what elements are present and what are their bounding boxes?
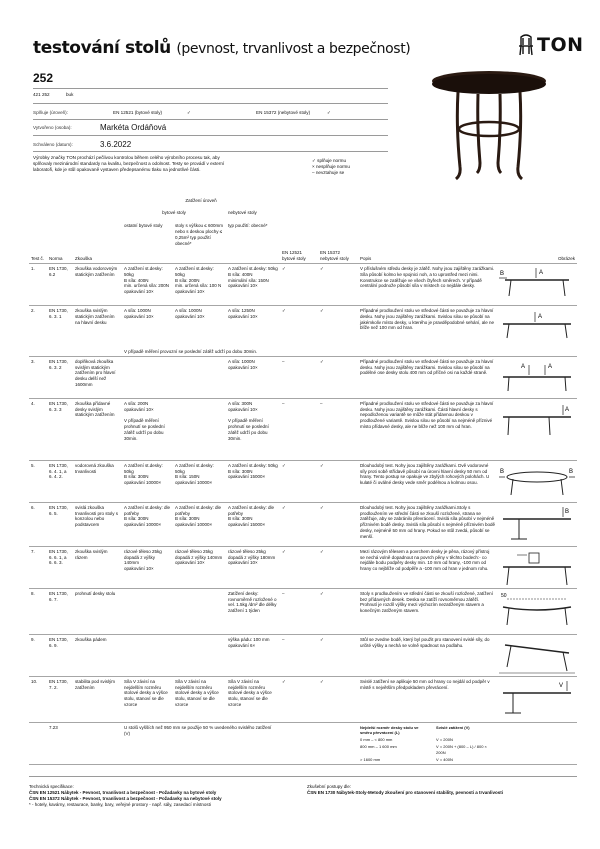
- cell-bytove-a: A zatížení st.desky: dle potřeby B síla: 300N opakování 10000×: [122, 503, 173, 547]
- table-row: [29, 503, 577, 547]
- col-en15372: EN 15372 nebytové stoly: [318, 248, 358, 263]
- test-diagram-icon: [499, 591, 575, 629]
- check-icon: ✓: [282, 307, 286, 313]
- cell-zkouska: doplňková zkouška svislým statickým zatížením pro hlavní desku delší než 1600mm: [73, 357, 122, 399]
- cell-popis: Stoly s prodloužením ve střední části se zkouší rozložené, zatížení bez přídavných desek. Deska se zatíží rovnoměrnou zátěží. Prohnutí je rozdíl výšky mezi výchozím nezatíženým stavem a konečným zatíženým stavem.: [358, 589, 497, 635]
- brand-logo: [518, 33, 584, 58]
- cell-bytove-b: [173, 635, 226, 677]
- legend-item: – nevztahuje se: [312, 169, 345, 175]
- test-diagram-icon: [499, 359, 575, 397]
- cell-note: V případě měření provozní se poslední zátěž udrží po dobu 30min.: [122, 347, 280, 356]
- cell-bytove-a: Síla V závisí na nejdelším rozměru stolové desky a výšce stolu, stanoví se dle vzorce: [122, 677, 173, 723]
- header-bytove: bytové stoly: [162, 210, 186, 215]
- svg-text:50: 50: [501, 592, 507, 599]
- en12521-label: EN 12521 (bytové stoly): [113, 110, 163, 115]
- test-diagram-icon: [499, 401, 575, 439]
- cell-nebytove: Zatížení desky: rovnoměrně rozložené o vel. 1.5kg /dm² dle délky zatížení 1 týden: [226, 589, 280, 635]
- dash-icon: –: [280, 357, 318, 399]
- product-finish: buk: [66, 92, 74, 97]
- header-nebytove: nebytové stoly: [228, 210, 257, 215]
- cell-test-no: 8.: [29, 589, 47, 635]
- col-norma: Norma: [47, 248, 73, 263]
- cell-test-no: 2.: [31, 307, 35, 313]
- check-icon: ✓: [318, 503, 358, 547]
- cell-bytove-b: [173, 589, 226, 635]
- test-diagram-icon: [499, 637, 575, 675]
- formula-value-3: V = 400N: [436, 756, 453, 762]
- cell-popis: Případné prodloužení stolu ve středové části se považuje za hlavní desku. Nohy jsou zajištěny zarážkami. Svislou silou se působí na jakémkoliv místo desky, u kterého je pravděpodobné sehání, ale ne blíže než 100 mm od hran.: [360, 307, 495, 331]
- footer-right: [307, 784, 577, 796]
- footer-left: [29, 784, 299, 808]
- col-test: Test č.: [29, 248, 47, 263]
- cell-popis: V příslušném středu desky je zátěž. Nohy jsou zajištěny zarážkami. Síla působí kolmo ke spojnici noh, a to uprostřed mezi nimi. Konstrukce se zatěžuje ve všech čtyřech směrech. V případě centrální podnože působí síla v místech co nejdále desky.: [358, 264, 497, 306]
- cell-popis: Dlouhodobý test. Nohy jsou zajištěny zarážkami. Dvě vodorovné síly proti sobě střídavě působí na úrovni hlavní desky 50 mm od hrany. Tento postup se opakuje ve zbylých rohových polohách. U kulaté či oválné desky vede směr podélnou a kolmou osou.: [358, 461, 497, 503]
- col-popis: Popis: [358, 248, 497, 263]
- intro-text: Výrobky značky TON prochází pečlivou kontrolou během celého výrobního procesu tak, aby splňovaly mezinárodní standardy na kvalitu, bezpečnost a odolnost. Testy se provádí v externí laboratoři, kde je stůl opakovaně vystaven předepsanému tlaku na jednotlivé části.: [33, 155, 225, 172]
- cell-nebytove: A síla: 300N opakování 10× V případě měření prohnutí se poslední zátěž udrží po dobu 30min.: [226, 399, 280, 461]
- col-zkouska: Zkouška: [73, 248, 122, 263]
- test-diagram: [497, 635, 577, 677]
- cell-zkouska: zkouška přídavné desky svislým statickým zatížením: [73, 399, 122, 461]
- cell-zkouska: vodorovná zkouška trvanlivosti: [73, 461, 122, 503]
- footer-methods-1: ČSN EN 1730 Nábytek-Stoly-Metody zkoušení pro stanovení stability, pevnosti a trvanlivosti: [307, 790, 503, 796]
- cell-nebytove: Síla V závisí na nejdelším rozměru stolové desky a výšce stolu, stanoví se dle vzorce: [226, 677, 280, 723]
- cell-test-no: 3.: [29, 357, 47, 399]
- page-title: [33, 37, 410, 59]
- footer-spec-head: Technická specifikace:: [29, 784, 74, 789]
- cell-nebytove: A zatížení st.desky: 50kg B síla: 400N minimální síla: 150N opakování 10×: [226, 264, 280, 306]
- svg-text:A: A: [565, 406, 570, 413]
- cell-norma: EN 1730, 6. 4. 1, a 6. 4. 2.: [47, 461, 73, 503]
- col-en12521: EN 12521 bytové stoly: [280, 248, 318, 263]
- dash-icon: –: [280, 589, 318, 635]
- test-rows: [29, 264, 577, 765]
- cell-bytove-b: [173, 357, 226, 399]
- created-value: Markéta Ordáňová: [100, 123, 167, 132]
- footer-spec-3: * - hotely, kavárny, restaurace, banky, bary, veřejné prostory - např. sály, zasedací místnosti: [29, 802, 211, 808]
- legend-cross-icon: ×: [312, 163, 315, 169]
- compliance-label: Splňuje (úroveň):: [33, 110, 68, 115]
- formula-head-1: Nejdelší rozměr desky stolu ve směru převrácení (L): [360, 724, 419, 735]
- cell-test-no: 4.: [29, 399, 47, 461]
- cell-test-no: 7.: [29, 547, 47, 589]
- approved-value: 3.6.2022: [100, 140, 132, 149]
- check-icon: ✓: [280, 503, 318, 547]
- cell-norma-723: 7.23: [47, 723, 73, 765]
- table-row: [29, 589, 577, 635]
- test-diagram-icon: [499, 266, 575, 304]
- check-icon: ✓: [320, 307, 324, 313]
- header-typ-pouziti: typ použití: obecné*: [228, 223, 268, 228]
- cell-norma: EN 1730, 6. 3. 3: [47, 399, 73, 461]
- table-row-723: [29, 723, 577, 765]
- test-diagram-icon: [499, 463, 575, 501]
- cell-test-no: 10.: [29, 677, 47, 723]
- model-number: 252: [33, 71, 54, 85]
- cell-nebytove: rázové těleso 25kg dopadá z výšky 180mm opakování 10×: [226, 547, 280, 589]
- check-icon: ✓: [280, 677, 318, 723]
- check-icon: ✓: [280, 264, 318, 306]
- cell-bytove-b: A zatížení st.desky: 50kg B síla: 200N min. určená síla: 100 N opakování 10×: [173, 264, 226, 306]
- svg-text:A: A: [538, 313, 543, 320]
- legend: [312, 158, 350, 176]
- legend-item: × nesplňuje normu: [312, 163, 350, 169]
- cell-nebytove: A zatížení st.desky: 50kg B síla: 300N opakování 15000×: [226, 461, 280, 503]
- cell-bytove-a: A síla: 200N opakování 10× V případě měření prohnutí se poslední zátěž udrží po dobu 30min.: [122, 399, 173, 461]
- test-diagram: [497, 461, 577, 503]
- svg-text:A: A: [539, 269, 544, 276]
- cell-bytove-b: Síla V závisí na nejdelším rozměru stolové desky a výšce stolu, stanoví se dle vzorce: [173, 677, 226, 723]
- table-row: [29, 264, 577, 306]
- test-diagram: [497, 589, 577, 635]
- created-label: Vytvořeno (osoba):: [33, 125, 72, 130]
- cell-bytove-a: [122, 589, 173, 635]
- formula-head-2: Svislé zatížení (V): [436, 724, 470, 730]
- header-ostatni-bytove: ostatní bytové stoly: [124, 223, 163, 228]
- cell-bytove-a: A síla: 1000N opakování 10×: [124, 307, 154, 319]
- title-main: testování stolů: [33, 38, 171, 58]
- check-icon: ✓: [280, 461, 318, 503]
- footer-spec-2: ČSN EN 15372 Nábytek - Pevnost, trvanlivost a bezpečnost - Požadavky na nebytové stoly: [29, 796, 222, 802]
- logo-text: TON: [537, 34, 584, 56]
- check-icon: ✓: [318, 461, 358, 503]
- cell-zkouska: svislá zkouška trvanlivosti pro stoly s konzolou nebo podstavcem: [73, 503, 122, 547]
- check-icon: ✓: [318, 635, 358, 677]
- cell-popis: Stůl se zvedne bodě, který byl použit pro stanovení svislé síly, do určité výšky a nechá se volně spadnout na podlahu.: [358, 635, 497, 677]
- svg-text:A: A: [521, 363, 526, 370]
- test-diagram: [497, 547, 577, 589]
- cell-nebytove: A zatížení st.desky: dle potřeby B síla: 300N opakování 15000×: [226, 503, 280, 547]
- cell-bytove-b: rázové těleso 25kg dopadá z výšky 140mm opakování 10×: [173, 547, 226, 589]
- test-diagram: [497, 503, 577, 547]
- table-row-note: [29, 347, 577, 356]
- test-diagram-icon: [499, 549, 575, 587]
- formula-value-2: V = 200N + (800 – L) / 800 × 200N: [436, 744, 487, 755]
- cell-norma: EN 1730, 6. 9.: [47, 635, 73, 677]
- cell-norma: EN 1730, 6. 3. 2: [47, 357, 73, 399]
- test-diagram-icon: [499, 505, 575, 543]
- svg-text:V: V: [559, 682, 564, 689]
- cell-zkouska: zkouška pádem: [73, 635, 122, 677]
- check-icon: ✓: [318, 677, 358, 723]
- cell-test-no: 6.: [29, 503, 47, 547]
- cell-bytove-a: A zatížení st.desky: 50kg B síla: 300N opakování 10000×: [122, 461, 173, 503]
- cell-zkouska: stabilita pod svislým zatížením: [73, 677, 122, 723]
- svg-text:B: B: [500, 468, 505, 475]
- cell-nebytove: A síla: 1250N opakování 10×: [228, 307, 258, 319]
- legend-check-icon: ✓: [312, 158, 316, 163]
- cell-norma: EN 1730, 7. 2.: [47, 677, 73, 723]
- svg-text:B: B: [569, 468, 574, 475]
- check-icon: ✓: [318, 264, 358, 306]
- svg-text:A: A: [548, 363, 553, 370]
- check-icon: ✓: [318, 547, 358, 589]
- cell-popis: Případné prodloužení stolu ve středové části se považuje za hlavní desku. Nohy jsou zajištěny zarážkami. Části hlavní desky s nepodloženou variantě se může stát přídavnou deskou v prodloužené variantě. Svislou silou se působí na nejméně příznivé místo přídavné desky, ale ne blíže než 100 mm od hran.: [358, 399, 497, 461]
- cell-bytove-a: A zatížení st.desky: 50kg B síla: 400N min. určená síla: 200N opakování 10×: [122, 264, 173, 306]
- formula-range-2: 800 mm – 1 600 mm: [360, 744, 397, 750]
- cell-bytove-a: [122, 635, 173, 677]
- dash-icon: –: [280, 399, 318, 461]
- formula-value-1: V = 200N: [436, 737, 453, 743]
- cell-zkouska: zkouška svislým rázem: [73, 547, 122, 589]
- test-diagram: [497, 357, 577, 399]
- test-diagram-icon: [499, 679, 575, 717]
- approved-label: Schváleno (datum):: [33, 142, 73, 147]
- product-code: 421 252: [33, 92, 50, 97]
- table-row: [29, 461, 577, 503]
- dash-icon: –: [318, 399, 358, 461]
- check-icon: ✓: [318, 357, 358, 399]
- table-row: [29, 357, 577, 399]
- cell-bytove-b: A zatížení st.desky: dle potřeby B síla: 300N opakování 10000×: [173, 503, 226, 547]
- legend-item: ✓ splňuje normu: [312, 158, 346, 163]
- test-diagram: [497, 399, 577, 461]
- svg-text:B: B: [500, 270, 505, 277]
- table-row: [29, 399, 577, 461]
- test-diagram: [497, 306, 577, 348]
- legend-dash-icon: –: [312, 169, 315, 175]
- cell-test-no: 5.: [29, 461, 47, 503]
- footer-spec-1: ČSN EN 12521 Nábytek - Pevnost, trvanlivost a bezpečnost - Požadavky na bytové stoly: [29, 790, 217, 796]
- cell-bytove-a: [122, 357, 173, 399]
- cell-bytove-b: A zatížení st.desky: 50kg B síla: 150N opakování 10000×: [173, 461, 226, 503]
- table-row: [29, 547, 577, 589]
- cell-bytove-b: [173, 399, 226, 461]
- table-row: [29, 635, 577, 677]
- header-zatizeni: Zatížení úroveň: [185, 197, 217, 203]
- svg-text:B: B: [565, 508, 570, 515]
- test-diagram-icon: [499, 308, 575, 346]
- cell-bytove-a: rázové těleso 25kg dopadá z výšky 140mm opakování 10×: [122, 547, 173, 589]
- cell-norma: EN 1730, 6.2: [47, 264, 73, 306]
- cell-popis: Případné prodloužení stolu ve středové části se považuje za hlavní desku. Nohy jsou zajištěny zarážkami. Svislou silou se působí na podélné ose desky stolu 400 mm od příčné osi na každé straně.: [358, 357, 497, 399]
- header-stoly-vyska: stoly s výškou ≤ 600mm nebo s deskou plochy ≤ 0,25m² typ použití obecné*: [175, 223, 223, 246]
- table-row: [29, 306, 577, 348]
- cell-bytove-b: A síla: 1000N opakování 10×: [175, 307, 205, 319]
- cell-test-no: 9.: [29, 635, 47, 677]
- footer-methods-head: Zkušební postupy dle:: [307, 784, 352, 789]
- cell-nebytove: A síla: 1000N opakování 10×: [226, 357, 280, 399]
- test-diagram: [497, 264, 577, 306]
- cell-popis: Mezi rázovým tělesem a povrchem desky je pěna, rázový přístroj se nechá volně dopadnout na povrch pěny v těchto bodech:- co nejdále bodu podpěry desky min. 10 mm od hrany, -100 mm od hrany co nejblíže od podpěře a -100 mm od hran v jednom rohu.: [358, 547, 497, 589]
- cell-popis: Dlouhodobý test. Nohy jsou zajištěny zarážkami.Stoly s prodloužením ve střední části se zkouší rozložené, strana se zatěžuje, aby se zabránilo převrácení. Svislá síla působí v nejméně příznivém bodě desky. Svislá síla působí s nejméně příznivém bodě desky, nejméně 50 mm od hrany. Pokud se stůl zvedá, působí se menší.: [358, 503, 497, 547]
- en15372-check-icon: ✓: [327, 110, 331, 115]
- cell-norma: EN 1730, 6. 7.: [47, 589, 73, 635]
- cell-norma: EN 1730, 6. 3. 1: [49, 307, 68, 319]
- test-table: [29, 196, 577, 765]
- cell-norma: EN 1730, 6. 6. 1, a 6. 6. 3.: [47, 547, 73, 589]
- en15372-label: EN 15372 (nebytové stoly): [256, 110, 311, 115]
- test-diagram: [497, 677, 577, 723]
- formula-range-3: > 1600 mm: [360, 756, 381, 762]
- cell-norma: EN 1730, 6. 5.: [47, 503, 73, 547]
- formula-table: [358, 723, 577, 765]
- cell-nebytove: výška pádu: 100 mm opakování 6×: [226, 635, 280, 677]
- cell-test-no: 1.: [29, 264, 47, 306]
- table-row: [29, 677, 577, 723]
- formula-range-1: 0 mm – < 800 mm: [360, 737, 393, 743]
- cell-zkouska: zkouška svislým statickým zatížením na hlavní desku: [75, 307, 115, 325]
- cell-723-text: U stolů vyšších než 950 mm se použije 50 % uvedeného svislého zatížení (V): [122, 723, 280, 765]
- cell-zkouska: zkouška vodorovným statickým zatížením: [73, 264, 122, 306]
- cell-popis: Svislé zatížení se aplikuje 50 mm od hrany co nejdál od podpěr v místě s největším předpokladem převrácení.: [358, 677, 497, 723]
- col-obrazek: Obrázek: [497, 248, 577, 263]
- chair-icon: [518, 34, 534, 56]
- title-subtitle: (pevnost, trvanlivost a bezpečnost): [176, 41, 411, 57]
- dash-icon: –: [280, 635, 318, 677]
- check-icon: ✓: [280, 547, 318, 589]
- en12521-check-icon: ✓: [187, 110, 191, 115]
- product-image: [430, 67, 548, 182]
- cell-zkouska: prohnutí desky stolu: [73, 589, 122, 635]
- check-icon: ✓: [318, 589, 358, 635]
